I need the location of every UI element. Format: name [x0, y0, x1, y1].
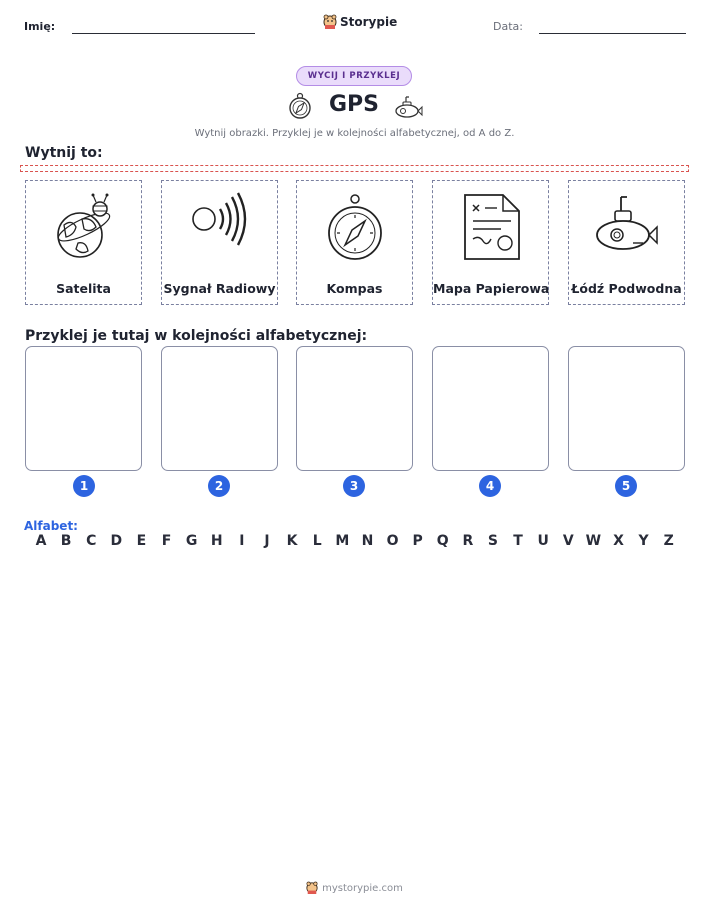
alphabet-letter: M: [335, 533, 350, 549]
footer-url[interactable]: mystorypie.com: [322, 882, 403, 894]
paste-heading: Przyklej je tutaj w kolejności alfabetycznej:: [25, 328, 368, 344]
paper-map-icon: [461, 189, 521, 261]
alphabet-letter: W: [585, 533, 602, 549]
satellite-globe-icon: [54, 189, 114, 261]
card-sygnal-radiowy[interactable]: [161, 180, 278, 305]
instructions: Wytnij obrazki. Przyklej je w kolejności alfabetycznej, od A do Z.: [194, 128, 515, 139]
card-mapa-papierowa[interactable]: [432, 180, 549, 305]
alphabet-letter: D: [110, 533, 123, 549]
date-line[interactable]: [539, 33, 686, 34]
cut-heading: Wytnij to:: [25, 145, 103, 161]
storypie-mascot-icon: [323, 14, 337, 30]
alphabet-letter: R: [462, 533, 474, 549]
slot-number-badge: 1: [73, 475, 95, 497]
card-lodz-podwodna[interactable]: [568, 180, 685, 305]
alphabet-letter: L: [312, 533, 322, 549]
submarine-icon: [394, 95, 424, 119]
submarine-icon: [595, 189, 659, 261]
name-label: Imię:: [24, 20, 56, 33]
slot-number-badge: 5: [615, 475, 637, 497]
brand-logo: [323, 14, 397, 30]
alphabet-letter: J: [264, 533, 270, 549]
slot-number-badge: 4: [479, 475, 501, 497]
paste-slot-4[interactable]: [432, 346, 549, 471]
alphabet-letter: V: [562, 533, 574, 549]
alphabet-letter: F: [161, 533, 172, 549]
brand-name: Storypie: [340, 15, 398, 29]
page-title: GPS: [328, 92, 380, 117]
paste-slot-1[interactable]: [25, 346, 142, 471]
alphabet-letter: E: [136, 533, 147, 549]
alphabet-label: Alfabet:: [24, 519, 78, 533]
paste-slot-2[interactable]: [161, 346, 278, 471]
name-line[interactable]: [72, 33, 255, 34]
card-label: Sygnał Radiowy: [163, 281, 276, 296]
activity-badge: WYCIJ I PRZYKLEJ: [296, 66, 412, 86]
storypie-mascot-icon: [306, 881, 318, 895]
alphabet-letter: K: [286, 533, 298, 549]
alphabet-letter: U: [537, 533, 549, 549]
card-satelita[interactable]: [25, 180, 142, 305]
alphabet-letter: S: [487, 533, 499, 549]
slot-number-badge: 2: [208, 475, 230, 497]
date-label: Data:: [493, 20, 523, 33]
alphabet-letter: B: [60, 533, 72, 549]
alphabet-letter: N: [361, 533, 374, 549]
alphabet-letter: H: [210, 533, 223, 549]
radio-signal-icon: [190, 189, 250, 261]
alphabet-letter: A: [35, 533, 47, 549]
paste-slot-5[interactable]: [568, 346, 685, 471]
alphabet-letter: X: [613, 533, 624, 549]
alphabet-row: [24, 533, 685, 549]
compass-icon: [287, 92, 313, 120]
alphabet-letter: Z: [663, 533, 674, 549]
card-label: Kompas: [326, 281, 383, 296]
alphabet-letter: Q: [436, 533, 449, 549]
card-label: Łódź Podwodna: [571, 281, 682, 296]
paste-slot-3[interactable]: [296, 346, 413, 471]
slot-number-badge: 3: [343, 475, 365, 497]
alphabet-letter: O: [386, 533, 399, 549]
alphabet-letter: C: [86, 533, 97, 549]
card-label: Satelita: [56, 281, 111, 296]
alphabet-letter: I: [239, 533, 245, 549]
alphabet-letter: P: [412, 533, 423, 549]
alphabet-letter: G: [185, 533, 198, 549]
compass-icon: [325, 189, 385, 261]
card-label: Mapa Papierowa: [433, 281, 550, 296]
footer: [0, 881, 709, 895]
cut-line: [20, 165, 689, 172]
card-kompas[interactable]: [296, 180, 413, 305]
alphabet-letter: Y: [638, 533, 649, 549]
alphabet-letter: T: [513, 533, 523, 549]
